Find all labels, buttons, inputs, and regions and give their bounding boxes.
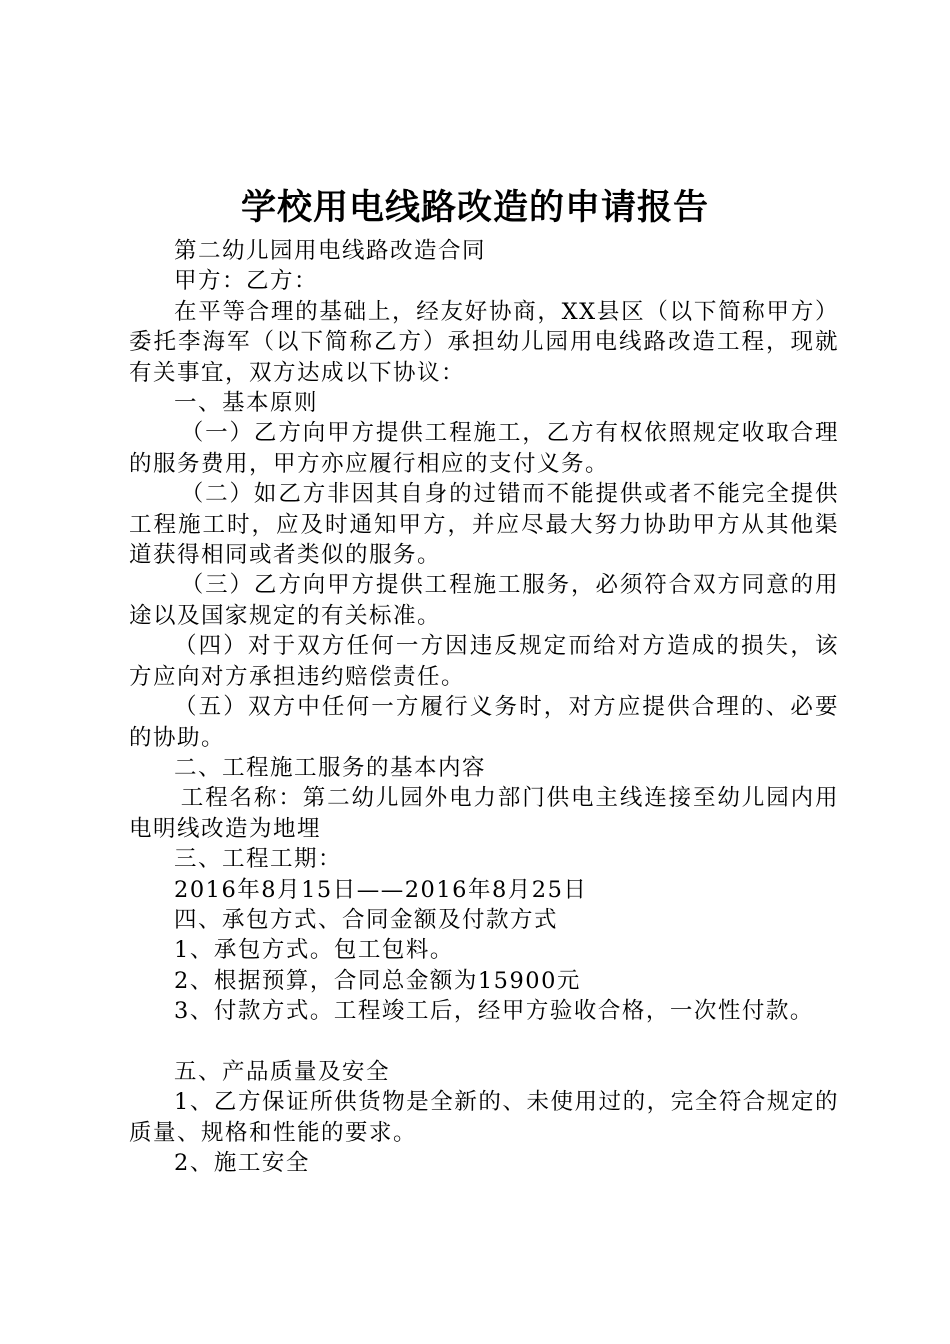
quality-item-1: 1、乙方保证所供货物是全新的、未使用过的，完全符合规定的质量、规格和性能的要求。 [129,1089,839,1146]
preamble-paragraph: 在平等合理的基础上，经友好协商，XX县区（以下简称甲方）委托李海军（以下简称乙方）承担幼儿园用电线路改造工程，现就有关事宜，双方达成以下协议： [129,298,839,386]
principle-item-1: （一）乙方向甲方提供工程施工，乙方有权依照规定收取合理的服务费用，甲方亦应履行相应的支付义务。 [129,420,839,477]
document-title: 学校用电线路改造的申请报告 [240,187,709,228]
section-heading-principles: 一、基本原则 [174,390,319,417]
parties-line: 甲方：乙方： [174,268,319,295]
document-body [129,236,839,1179]
section-heading-content: 二、工程施工服务的基本内容 [174,754,487,781]
project-name-paragraph: 工程名称：第二幼儿园外电力部门供电主线连接至幼儿园内用电明线改造为地埋 [129,785,839,842]
schedule-dates: 2016年8月15日——2016年8月25日 [174,876,588,903]
quality-item-2: 2、施工安全 [174,1150,310,1177]
contract-heading: 第二幼儿园用电线路改造合同 [174,238,487,264]
section-heading-quality: 五、产品质量及安全 [174,1058,391,1085]
payment-item-2: 2、根据预算，合同总金额为15900元 [174,967,581,994]
principle-item-5: （五）双方中任何一方履行义务时，对方应提供合理的、必要的协助。 [129,694,839,751]
principle-item-3: （三）乙方向甲方提供工程施工服务，必须符合双方同意的用途以及国家规定的有关标准。 [129,572,839,629]
payment-item-3: 3、付款方式。工程竣工后，经甲方验收合格，一次性付款。 [174,998,814,1025]
payment-item-1: 1、承包方式。包工包料。 [174,937,454,964]
blank-line [129,1027,839,1057]
principle-item-4: （四）对于双方任何一方因违反规定而给对方造成的损失，该方应向对方承担违约赔偿责任。 [129,633,839,690]
section-heading-schedule: 三、工程工期： [174,846,343,873]
section-heading-payment: 四、承包方式、合同金额及付款方式 [174,906,559,933]
principle-item-2: （二）如乙方非因其自身的过错而不能提供或者不能完全提供工程施工时，应及时通知甲方，并应尽最大努力协助甲方从其他渠道获得相同或者类似的服务。 [129,481,839,569]
